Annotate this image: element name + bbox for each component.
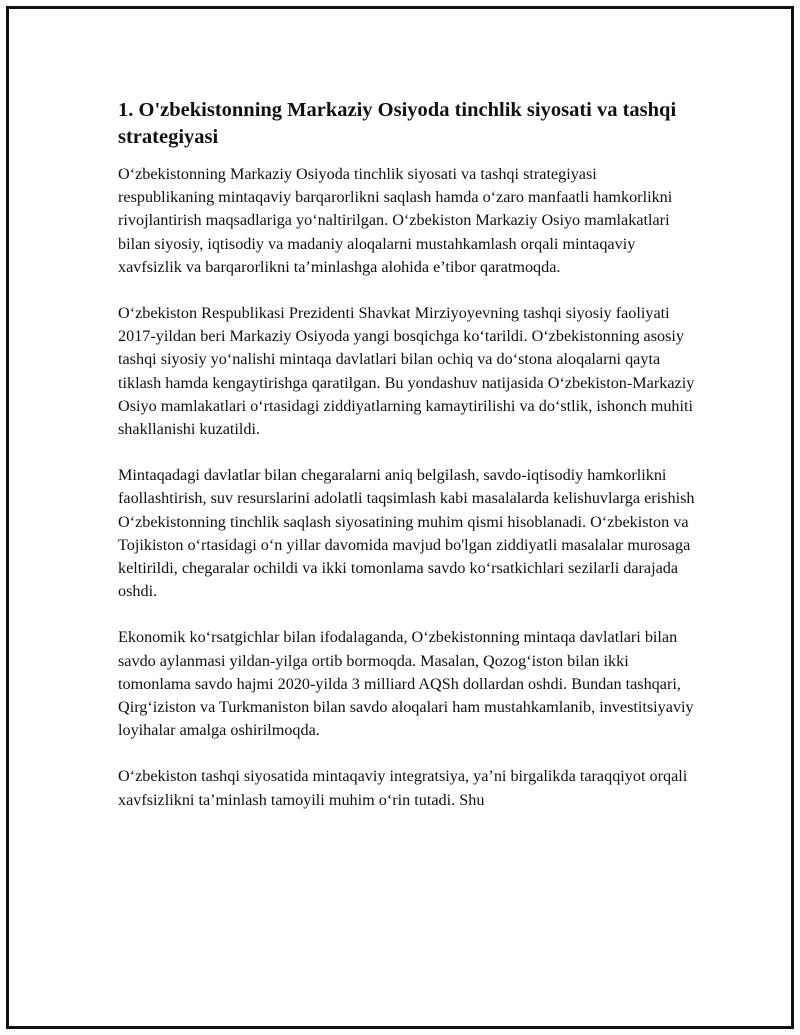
- paragraph-1: O‘zbekistonning Markaziy Osiyoda tinchlik siyosati va tashqi strategiyasi respublikaning mintaqaviy barqarorlikni saqlash hamda o‘zaro manfaatli hamkorlikni rivojlantirish maqsadlariga yo‘naltirilgan. O‘zbekiston Markaziy Osiyo mamlakatlari bilan siyosiy, iqtisodiy va madaniy aloqalarni mustahkamlash orqali mintaqaviy xavfsizlik va barqarorlikni ta’minlashga alohida e’tibor qaratmoqda.: [118, 165, 673, 276]
- document-body: [118, 97, 696, 835]
- page-frame: [6, 6, 794, 1029]
- paragraph-3: Mintaqadagi davlatlar bilan chegaralarni aniq belgilash, savdo-iqtisodiy hamkorlikni faollashtirish, suv resurslarini adolatli taqsimlash kabi masalalarda kelishuvlarga erishish O‘zbekistonning tinchlik saqlash siyosatining muhim qismi hisoblanadi. O‘zbekiston va Tojikiston o‘rtasidagi o‘n yillar davomida mavjud bo'lgan ziddiyatli masalalar murosaga keltirildi, chegaralar ochildi va ikki tomonlama savdo ko‘rsatkichlari sezilarli darajada oshdi.: [118, 466, 695, 601]
- section-heading: 1. O'zbekistonning Markaziy Osiyoda tinchlik siyosati va tashqi strategiyasi: [118, 99, 677, 148]
- paragraph-2: O‘zbekiston Respublikasi Prezidenti Shavkat Mirziyoyevning tashqi siyosiy faoliyati 2017-yildan beri Markaziy Osiyoda yangi bosqichga ko‘tarildi. O‘zbekistonning asosiy tashqi siyosiy yo‘nalishi mintaqa davlatlari bilan ochiq va do‘stona aloqalarni qayta tiklash hamda kengaytirishga qaratilgan. Bu yondashuv natijasida O‘zbekiston-Markaziy Osiyo mamlakatlari o‘rtasidagi ziddiyatlarning kamaytirilishi va do‘stlik, ishonch muhiti shakllanishi kuzatildi.: [118, 304, 695, 439]
- paragraph-4: Ekonomik ko‘rsatgichlar bilan ifodalaganda, O‘zbekistonning mintaqa davlatlari bilan savdo aylanmasi yildan-yilga ortib bormoqda. Masalan, Qozog‘iston bilan ikki tomonlama savdo hajmi 2020-yilda 3 milliard AQSh dollardan oshdi. Bundan tashqari, Qirg‘iziston va Turkmaniston bilan savdo aloqalari ham mustahkamlanib, investitsiyaviy loyihalar amalga oshirilmoqda.: [118, 628, 694, 740]
- paragraph-5: O‘zbekiston tashqi siyosatida mintaqaviy integratsiya, ya’ni birgalikda taraqqiyot orqali xavfsizlikni ta’minlash tamoyili muhim o‘rin tutadi. Shu: [118, 767, 688, 809]
